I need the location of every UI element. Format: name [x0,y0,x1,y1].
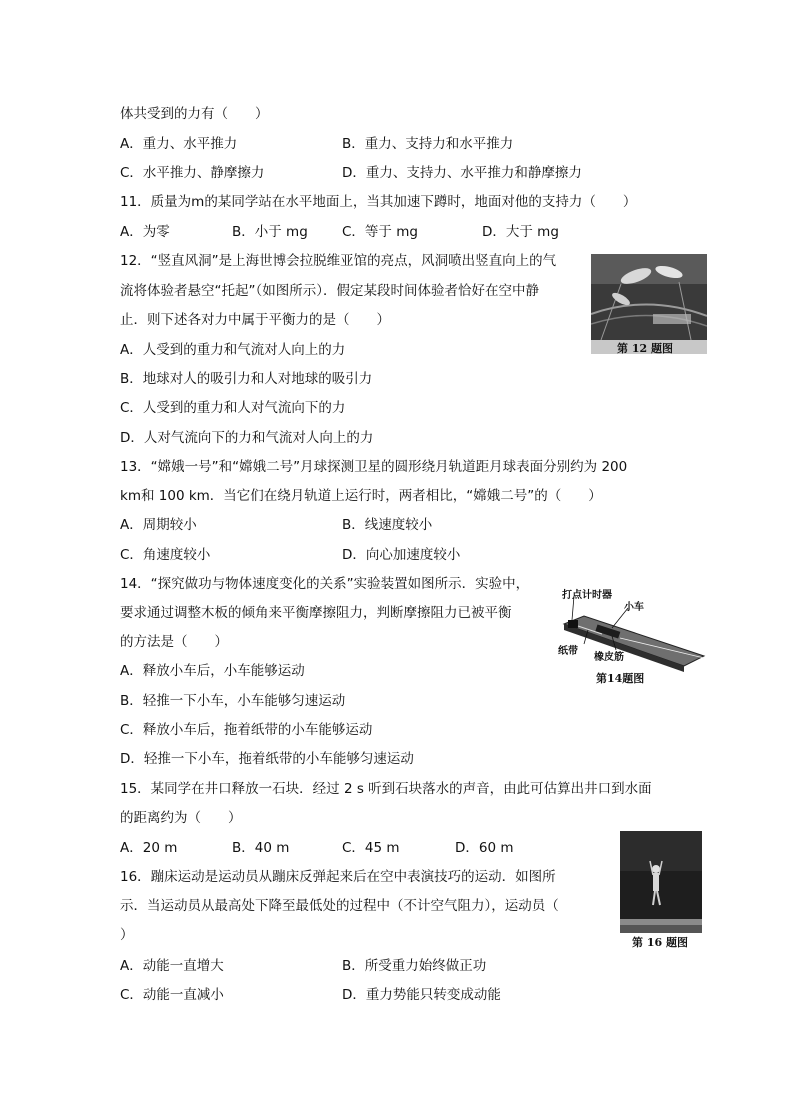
q15-option-c: C．45 m [342,840,400,856]
q14-stem-line-2: 要求通过调整木板的倾角来平衡摩擦阻力，判断摩擦阻力已被平衡 [120,605,512,621]
q12-figure-caption: 第 12 题图 [617,342,673,355]
q16-option-a: A．动能一直增大 [120,958,224,974]
q16-option-c: C．动能一直减小 [120,987,224,1003]
q14-stem-line-3: 的方法是（ ） [120,634,228,650]
label-timer: 打点计时器 [562,590,612,601]
q13-option-c: C．角速度较小 [120,547,211,563]
q16-option-b: B．所受重力始终做正功 [342,958,487,974]
q13-option-d: D．向心加速度较小 [342,547,461,563]
q14-option-b: B．轻推一下小车，小车能够匀速运动 [120,693,346,709]
q15-option-d: D．60 m [455,840,514,856]
q16-stem-line-1: 16．蹦床运动是运动员从蹦床反弹起来后在空中表演技巧的运动．如图所 [120,869,556,885]
q16-figure [620,831,702,949]
q12-figure [591,254,707,354]
q14-option-d: D．轻推一下小车，拖着纸带的小车能够匀速运动 [120,751,414,767]
q16-option-d: D．重力势能只转变成动能 [342,987,501,1003]
q15-option-b: B．40 m [232,840,290,856]
q12-stem-line-1: 12．“竖直风洞”是上海世博会拉脱维亚馆的亮点，风洞喷出竖直向上的气 [120,253,557,269]
q13-stem-line-2: km和 100 km．当它们在绕月轨道上运行时，两者相比，“嫦娥二号”的（ ） [120,488,602,504]
q11-option-a: A．为零 [120,224,170,240]
q15-stem-line-2: 的距离约为（ ） [120,810,242,826]
q10-stem-tail: 体共受到的力有（ ） [120,106,269,122]
q10-option-d: D．重力、支持力、水平推力和静摩擦力 [342,165,582,181]
q14-option-c: C．释放小车后，拖着纸带的小车能够运动 [120,722,373,738]
q15-option-a: A．20 m [120,840,178,856]
label-paper-tape: 纸带 [558,646,578,657]
q12-option-c: C．人受到的重力和人对气流向下的力 [120,400,346,416]
wind-tunnel-photo [591,254,707,354]
q13-option-b: B．线速度较小 [342,517,433,533]
trampoline-photo [620,831,702,933]
q12-option-a: A．人受到的重力和气流对人向上的力 [120,342,346,358]
q13-option-a: A．周期较小 [120,517,197,533]
q11-option-c: C．等于 mg [342,224,418,240]
q16-stem-line-2: 示．当运动员从最高处下降至最低处的过程中（不计空气阻力），运动员（ [120,898,559,914]
q11-option-d: D．大于 mg [482,224,559,240]
q11-stem: 11．质量为m的某同学站在水平地面上，当其加速下蹲时，地面对他的支持力（ ） [120,194,637,210]
q14-figure-caption: 第14题图 [596,672,645,685]
q10-option-b: B．重力、支持力和水平推力 [342,136,514,152]
q10-option-a: A．重力、水平推力 [120,136,238,152]
label-rubber-band: 橡皮筋 [594,652,624,663]
q10-option-c: C．水平推力、静摩擦力 [120,165,265,181]
q14-stem-line-1: 14．“探究做功与物体速度变化的关系”实验装置如图所示．实验中， [120,576,530,592]
q15-stem-line-1: 15．某同学在井口释放一石块．经过 2 s 听到石块落水的声音，由此可估算出井口到水面 [120,781,652,797]
q16-stem-line-3: ） [120,927,134,943]
q14-figure [554,586,709,686]
q13-stem-line-1: 13．“嫦娥一号”和“嫦娥二号”月球探测卫星的圆形绕月轨道距月球表面分别约为 200 [120,459,628,475]
q12-option-b: B．地球对人的吸引力和人对地球的吸引力 [120,371,373,387]
q14-option-a: A．释放小车后，小车能够运动 [120,663,305,679]
q12-stem-line-3: 止．则下述各对力中属于平衡力的是（ ） [120,312,390,328]
q12-option-d: D．人对气流向下的力和气流对人向上的力 [120,430,374,446]
q16-figure-caption: 第 16 题图 [632,936,688,949]
q11-option-b: B．小于 mg [232,224,308,240]
label-cart: 小车 [624,602,644,613]
q12-stem-line-2: 流将体验者悬空“托起”（如图所示）．假定某段时间体验者恰好在空中静 [120,283,539,299]
